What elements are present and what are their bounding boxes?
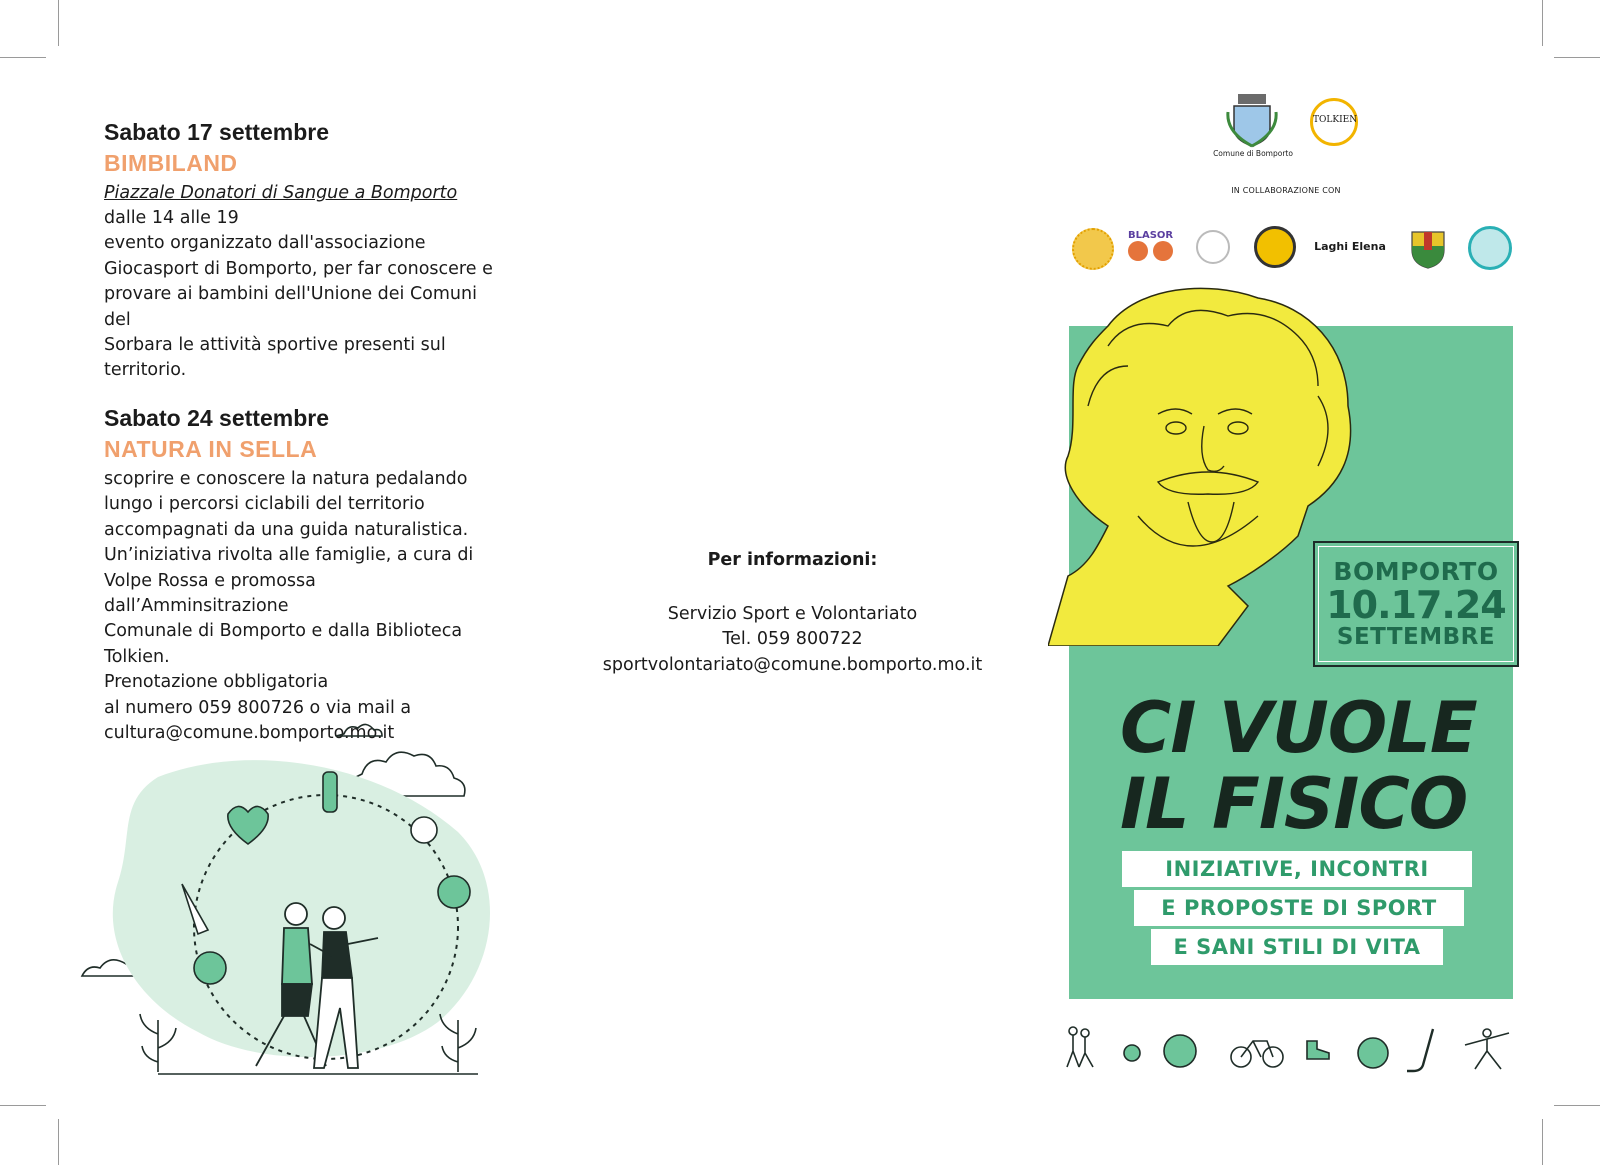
partner-logos [1070,224,1510,276]
crop-mark [58,0,59,46]
event-name: BIMBILAND [104,150,238,176]
event-day: Sabato 17 settembre [104,119,329,145]
crop-mark [0,1105,46,1106]
event-line: cultura@comune.bomporto.mo.it [104,723,395,744]
crop-mark [0,57,46,58]
headline-line: IL FISICO [1120,763,1468,845]
tagline-strip: E PROPOSTE DI SPORT [1134,890,1464,926]
partner-logo-laghi-elena: Laghi Elena [1314,240,1386,253]
tennis-ball-icon [1124,1045,1140,1061]
date-box-month: SETTEMBRE [1336,624,1496,650]
partner-logo-medallion [1468,226,1512,270]
event-line: Comunale di Bomporto e dalla Biblioteca [104,621,463,642]
water-bottle-icon [323,772,337,812]
contact-title: Per informazioni: [707,550,878,570]
event-line: accompagnati da una guida naturalistica. [104,519,469,540]
yoga-icon [1465,1029,1509,1069]
roller-skate-icon [1307,1041,1329,1059]
runners-icon [1067,1027,1093,1067]
walking-couple-illustration [78,722,518,1102]
event-line: Tolkien. [104,646,170,667]
date-box-city: BOMPORTO [1333,557,1499,586]
event-line: Giocasport di Bomporto, per far conoscere e [104,258,493,279]
crop-mark [1542,0,1543,46]
event-line: lungo i percorsi ciclabili del territorio [104,494,425,515]
contact-office: Servizio Sport e Volontariato [667,604,918,624]
event-line: evento organizzato dall'associazione [104,233,426,254]
event-line: Volpe Rossa e promossa dall’Amminsitrazione [104,570,316,617]
comune-crest-logo [1224,92,1280,150]
event-line: Sorbara le attività sportive presenti sul [104,335,446,356]
event-line: territorio. [104,360,187,381]
event-line: scoprire e conoscere la natura pedalando [104,469,468,489]
event-line: provare ai bambini dell'Unione dei Comuni del [104,284,477,330]
contact-email: sportvolontariato@comune.bomporto.mo.it [602,654,983,675]
event-bimbiland [104,117,504,384]
partner-logo-blasor: BLASOR [1128,230,1178,266]
partner-logo-hockey [1254,226,1296,268]
partner-logo-sun [1072,228,1114,270]
date-box [1313,541,1519,667]
sport-icons-row [1065,1025,1535,1075]
apple-icon [411,817,437,843]
tolkien-logo-text: TOLKIEN [1313,115,1358,125]
event-place: Piazzale Donatori di Sangue a Bomporto [104,183,458,203]
headline [1120,687,1500,845]
contact-phone: Tel. 059 800722 [722,629,863,650]
crop-mark [58,1119,59,1165]
basketball-icon [438,876,470,908]
bicycle-icon [1231,1041,1283,1067]
event-line: Un’iniziativa rivolta alle famiglie, a cura di [104,545,474,566]
tagline-strip: E SANI STILI DI VITA [1151,929,1443,965]
contact-info [595,548,990,678]
tagline-strip: INIZIATIVE, INCONTRI [1122,851,1472,887]
hockey-stick-icon [1407,1029,1433,1071]
event-natura-in-sella [104,403,504,746]
tolkien-library-logo [1310,98,1358,146]
comune-caption: Comune di Bomporto [1213,149,1293,158]
event-day: Sabato 24 settembre [104,405,329,431]
partner-logo-shield [1410,226,1446,270]
event-name: NATURA IN SELLA [104,436,318,462]
citrus-icon [194,952,226,984]
soccer-ball-icon [1358,1038,1388,1068]
volleyball-icon [1164,1035,1196,1067]
headline-line: CI VUOLE [1120,687,1477,769]
crop-mark [1554,57,1600,58]
date-box-dates: 10.17.24 [1326,583,1506,627]
crop-mark [1542,1119,1543,1165]
crop-mark [1554,1105,1600,1106]
collaboration-label: IN COLLABORAZIONE CON [1231,186,1341,195]
event-line: Prenotazione obbligatoria [104,672,329,693]
event-line: dalle 14 alle 19 [104,208,239,228]
event-line: al numero 059 800726 o via mail a [104,697,412,718]
partner-logo-circle [1196,230,1230,264]
